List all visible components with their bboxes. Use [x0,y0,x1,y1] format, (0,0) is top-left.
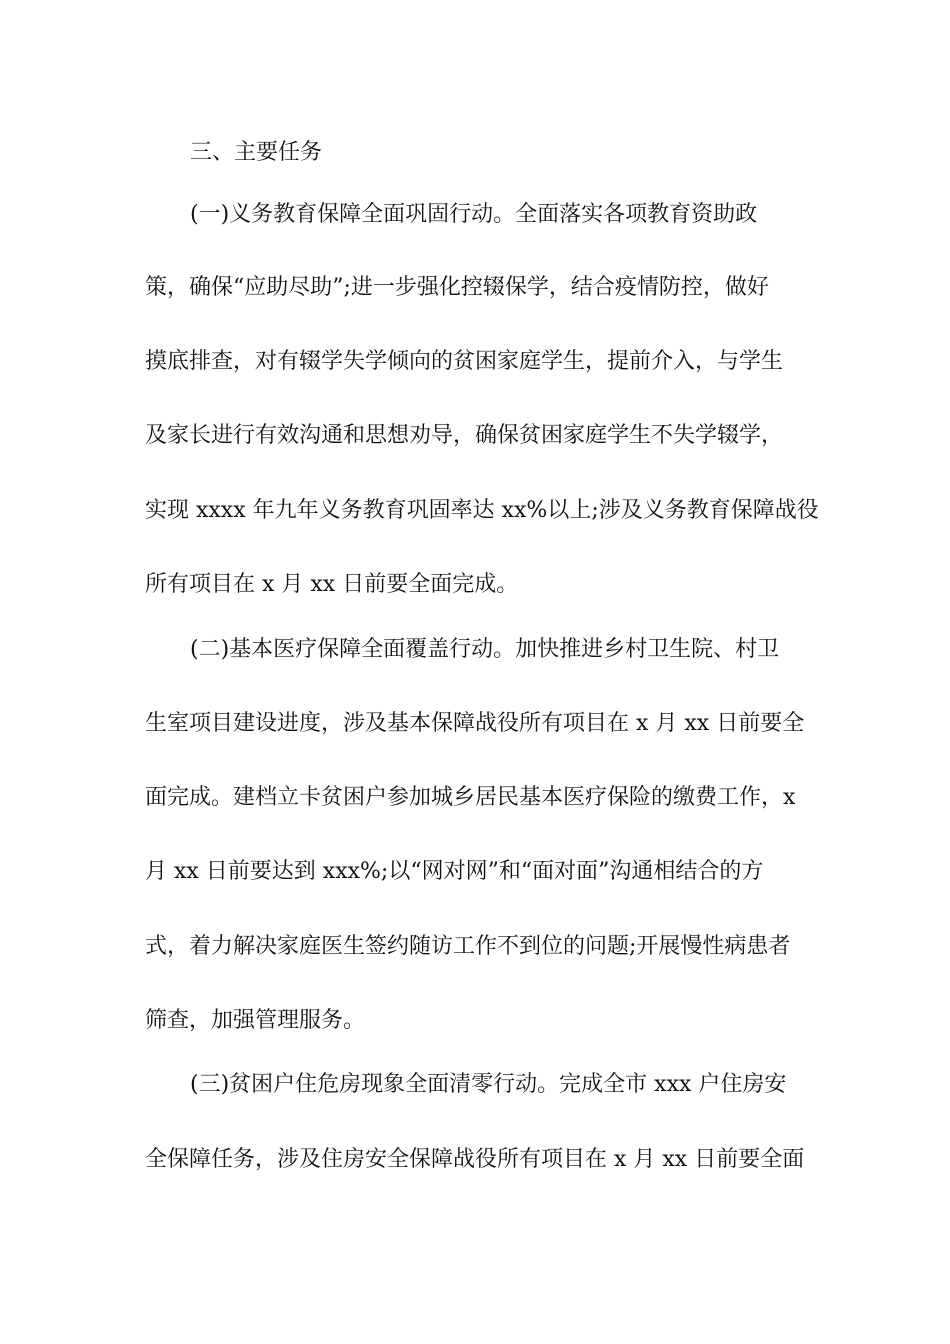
paragraph-1-line-1: (一)义务教育保障全面巩固行动。全面落实各项教育资助政 [190,202,758,227]
paragraph-1-line-6: 所有项目在 x 月 xx 日前要全面完成。 [145,572,519,597]
paragraph-2-line-6: 筛查，加强管理服务。 [145,1008,366,1033]
paragraph-1-line-5: 实现 xxxx 年九年义务教育巩固率达 xx%以上;涉及义务教育保障战役 [145,498,819,523]
paragraph-3-line-2: 全保障任务，涉及住房安全保障战役所有项目在 x 月 xx 日前要全面 [145,1147,805,1172]
section-heading: 三、主要任务 [190,140,323,165]
paragraph-2-line-3: 面完成。建档立卡贫困户参加城乡居民基本医疗保险的缴费工作，x [145,785,796,810]
paragraph-1-line-3: 摸底排查，对有辍学失学倾向的贫困家庭学生，提前介入，与学生 [145,349,784,374]
paragraph-2-line-5: 式，着力解决家庭医生签约随访工作不到位的问题;开展慢性病患者 [145,934,791,959]
paragraph-2-line-4: 月 xx 日前要达到 xxx%;以“网对网”和“面对面”沟通相结合的方 [145,859,764,884]
paragraph-2-line-1: (二)基本医疗保障全面覆盖行动。加快推进乡村卫生院、村卫 [190,637,780,662]
paragraph-1-line-2: 策，确保“应助尽助”;进一步强化控辍保学，结合疫情防控，做好 [145,275,769,300]
paragraph-2-line-2: 生室项目建设进度，涉及基本保障战役所有项目在 x 月 xx 日前要全 [145,711,805,736]
paragraph-1-line-4: 及家长进行有效沟通和思想劝导，确保贫困家庭学生不失学辍学， [145,423,784,448]
paragraph-3-line-1: (三)贫困户住危房现象全面清零行动。完成全市 xxx 户住房安 [190,1072,787,1097]
